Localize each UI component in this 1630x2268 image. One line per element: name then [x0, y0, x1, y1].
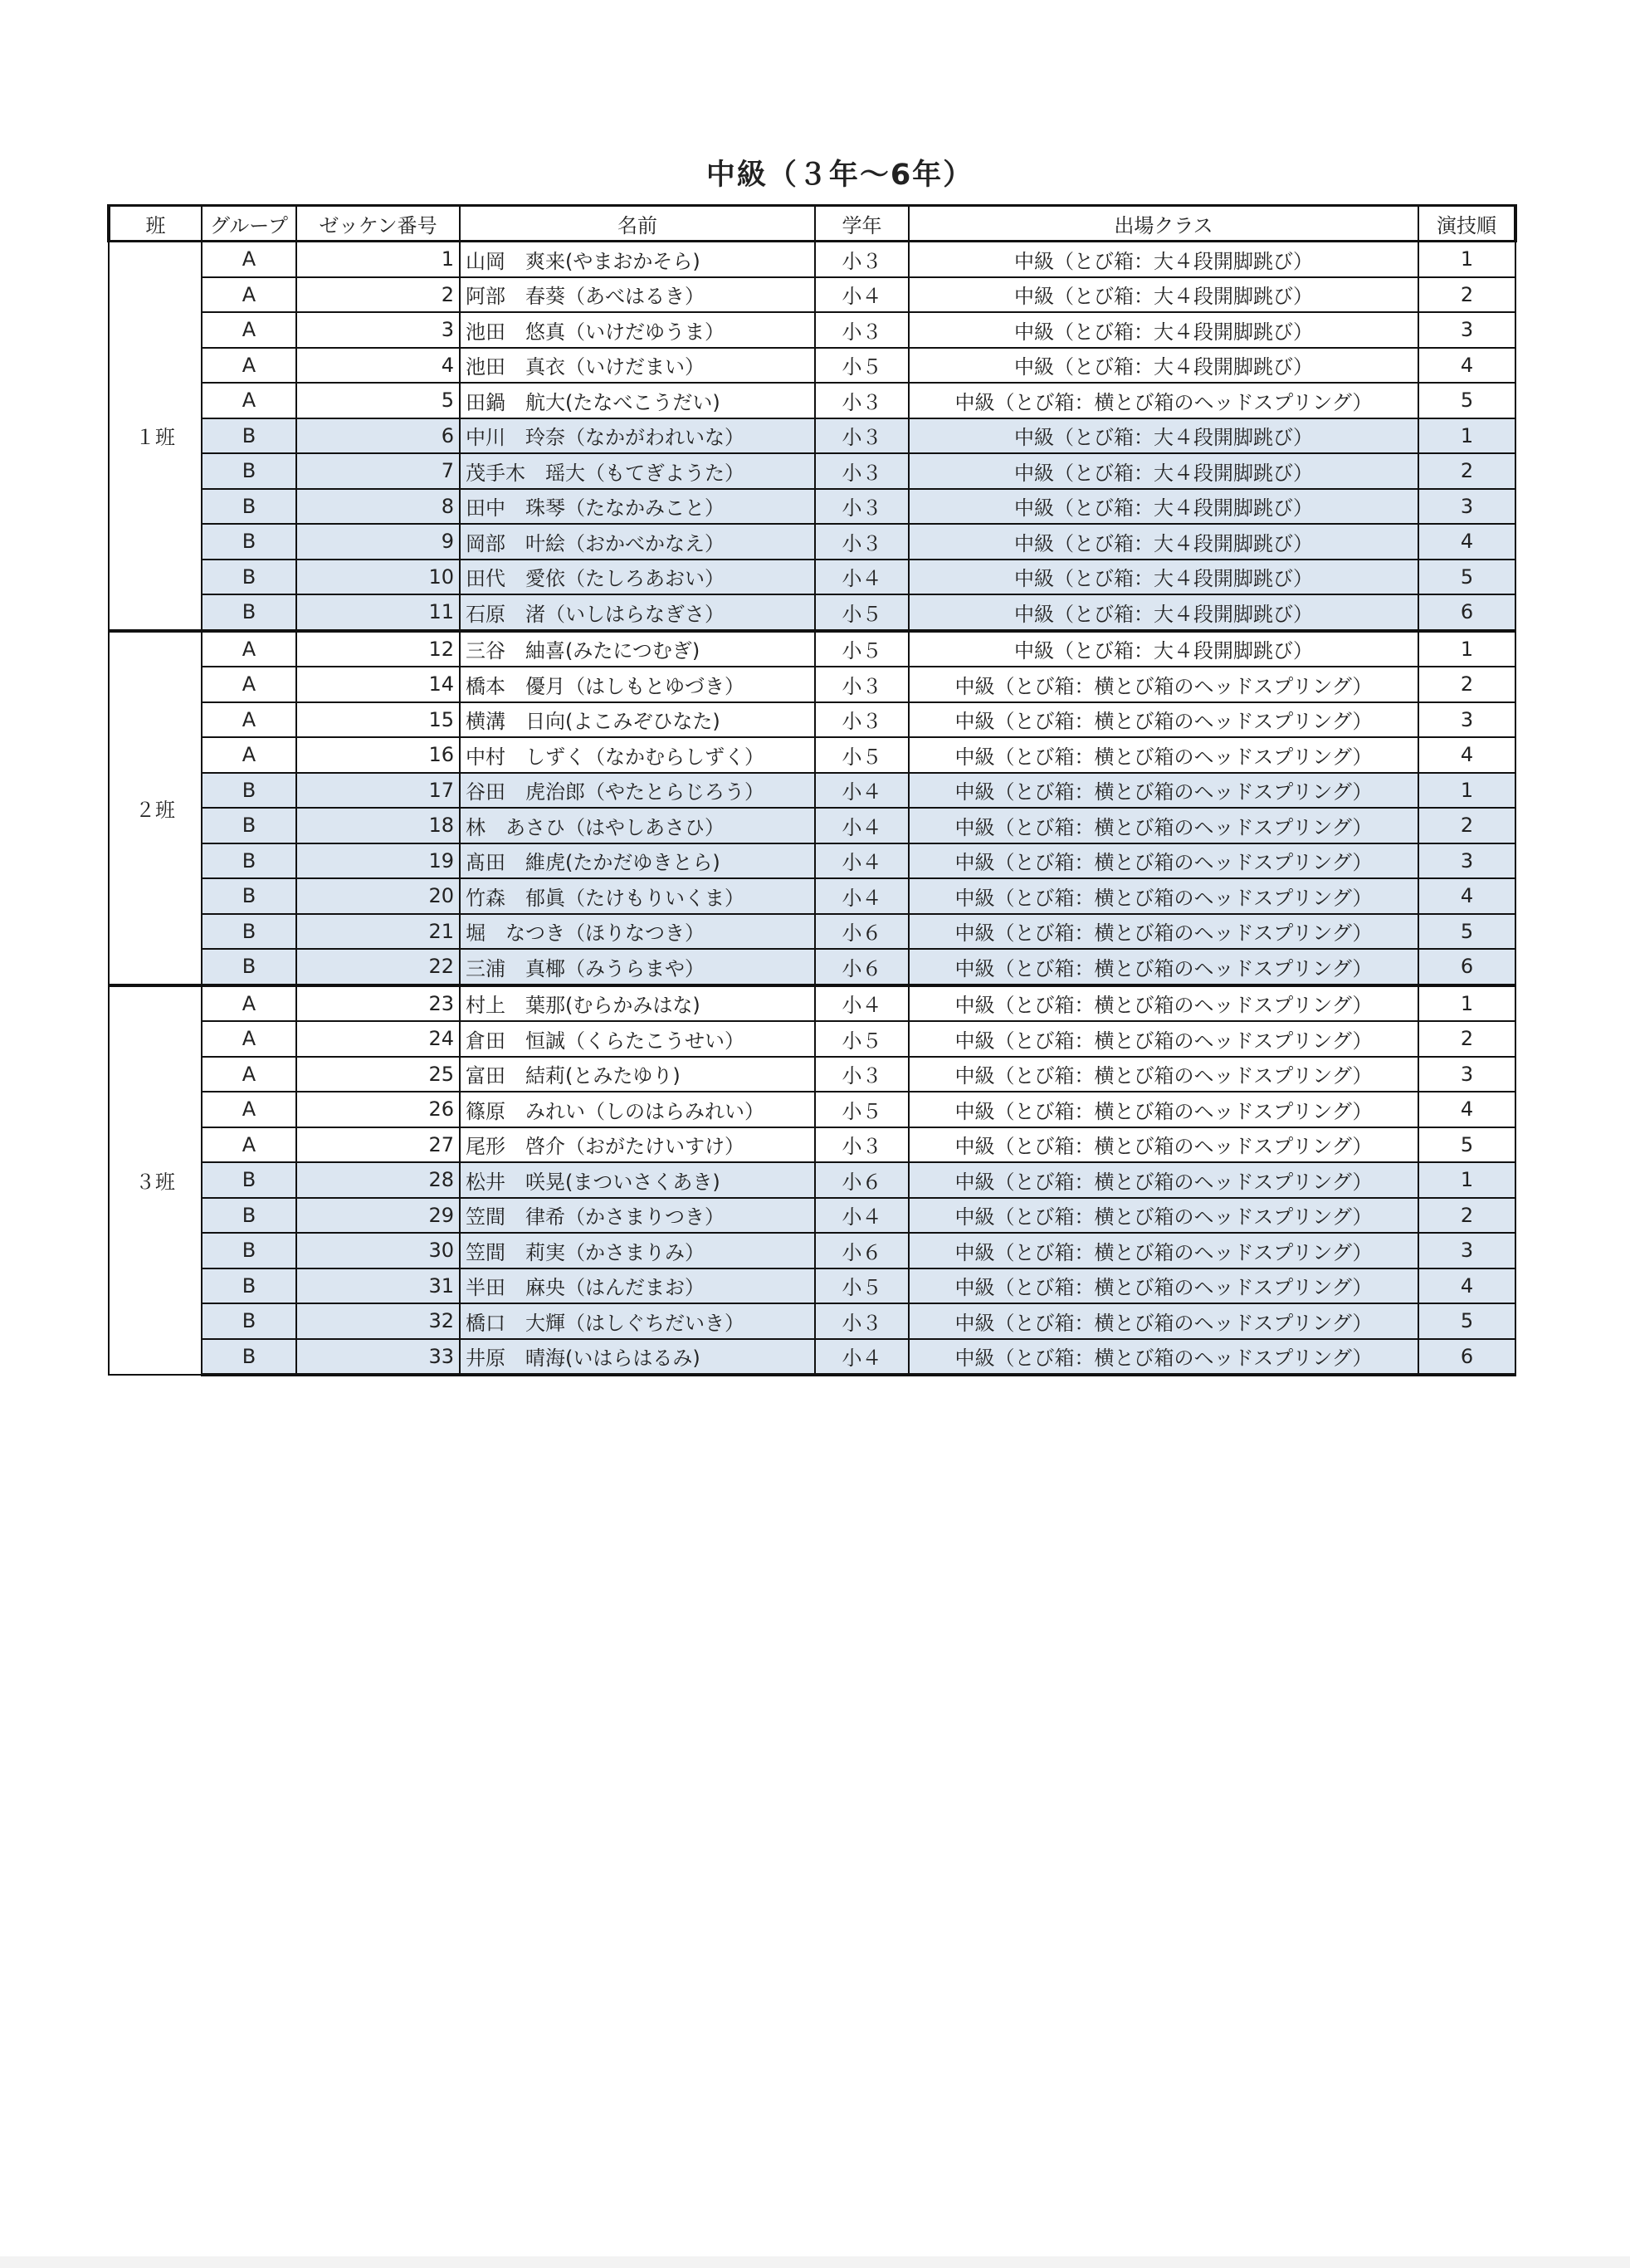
group-cell: A	[202, 383, 296, 418]
class-cell: 中級（とび箱：横とび箱のヘッドスプリング）	[909, 914, 1418, 950]
group-cell: A	[202, 348, 296, 384]
group-cell: B	[202, 1233, 296, 1268]
table-row	[109, 949, 1515, 985]
group-cell: B	[202, 773, 296, 809]
group-cell: A	[202, 1127, 296, 1163]
group-cell: B	[202, 878, 296, 914]
grade-cell: 小４	[815, 808, 909, 843]
name-cell: 笠間 莉実（かさまりみ）	[460, 1233, 815, 1268]
bib-number-cell: 25	[296, 1057, 460, 1092]
class-cell: 中級（とび箱：大４段開脚跳び）	[909, 594, 1418, 631]
order-cell: 2	[1418, 1198, 1515, 1234]
name-cell: 田鍋 航大(たなべこうだい)	[460, 383, 815, 418]
group-cell: B	[202, 453, 296, 489]
group-cell: B	[202, 560, 296, 595]
page-bottom-strip	[0, 2256, 1630, 2268]
grade-cell: 小５	[815, 631, 909, 667]
bib-number-cell: 17	[296, 773, 460, 809]
order-cell: 4	[1418, 1268, 1515, 1304]
order-cell: 2	[1418, 667, 1515, 702]
bib-number-cell: 1	[296, 242, 460, 277]
name-cell: 三浦 真椰（みうらまや）	[460, 949, 815, 985]
bib-number-cell: 15	[296, 702, 460, 738]
class-cell: 中級（とび箱：横とび箱のヘッドスプリング）	[909, 1198, 1418, 1234]
grade-cell: 小６	[815, 914, 909, 950]
name-cell: 岡部 叶絵（おかべかなえ）	[460, 524, 815, 560]
name-cell: 中川 玲奈（なかがわれいな）	[460, 418, 815, 454]
class-cell: 中級（とび箱：大４段開脚跳び）	[909, 524, 1418, 560]
order-cell: 4	[1418, 524, 1515, 560]
grade-cell: 小４	[815, 773, 909, 809]
name-cell: 笠間 律希（かさまりつき）	[460, 1198, 815, 1234]
table-row	[109, 1127, 1515, 1163]
bib-number-cell: 7	[296, 453, 460, 489]
table-row	[109, 453, 1515, 489]
table-row	[109, 914, 1515, 950]
name-cell: 山岡 爽来(やまおかそら)	[460, 242, 815, 277]
order-cell: 2	[1418, 1021, 1515, 1057]
order-cell: 1	[1418, 418, 1515, 454]
grade-cell: 小５	[815, 737, 909, 773]
name-cell: 池田 真衣（いけだまい）	[460, 348, 815, 384]
order-cell: 4	[1418, 348, 1515, 384]
group-cell: B	[202, 1303, 296, 1339]
grade-cell: 小４	[815, 843, 909, 879]
order-cell: 5	[1418, 914, 1515, 950]
order-cell: 1	[1418, 242, 1515, 277]
table-row	[109, 312, 1515, 348]
class-cell: 中級（とび箱：大４段開脚跳び）	[909, 453, 1418, 489]
bib-number-cell: 20	[296, 878, 460, 914]
order-cell: 3	[1418, 312, 1515, 348]
name-cell: 髙田 維虎(たかだゆきとら)	[460, 843, 815, 879]
order-cell: 4	[1418, 737, 1515, 773]
bib-number-cell: 3	[296, 312, 460, 348]
bib-number-cell: 6	[296, 418, 460, 454]
class-cell: 中級（とび箱：横とび箱のヘッドスプリング）	[909, 1162, 1418, 1198]
grade-cell: 小４	[815, 985, 909, 1022]
bib-number-cell: 18	[296, 808, 460, 843]
bib-number-cell: 21	[296, 914, 460, 950]
class-cell: 中級（とび箱：横とび箱のヘッドスプリング）	[909, 383, 1418, 418]
table-row	[109, 277, 1515, 313]
class-cell: 中級（とび箱：横とび箱のヘッドスプリング）	[909, 737, 1418, 773]
grade-cell: 小６	[815, 949, 909, 985]
class-cell: 中級（とび箱：横とび箱のヘッドスプリング）	[909, 1339, 1418, 1376]
grade-cell: 小３	[815, 1127, 909, 1163]
class-cell: 中級（とび箱：横とび箱のヘッドスプリング）	[909, 1233, 1418, 1268]
bib-number-cell: 33	[296, 1339, 460, 1376]
group-cell: B	[202, 1339, 296, 1376]
grade-cell: 小５	[815, 594, 909, 631]
order-cell: 2	[1418, 277, 1515, 313]
table-row	[109, 702, 1515, 738]
bib-number-cell: 32	[296, 1303, 460, 1339]
group-cell: A	[202, 737, 296, 773]
order-cell: 5	[1418, 560, 1515, 595]
group-cell: B	[202, 524, 296, 560]
table-row	[109, 737, 1515, 773]
header-han: 班	[109, 206, 202, 242]
header-class: 出場クラス	[909, 206, 1418, 242]
group-cell: A	[202, 277, 296, 313]
order-cell: 1	[1418, 773, 1515, 809]
name-cell: 阿部 春葵（あべはるき）	[460, 277, 815, 313]
group-cell: B	[202, 949, 296, 985]
bib-number-cell: 26	[296, 1092, 460, 1127]
bib-number-cell: 28	[296, 1162, 460, 1198]
bib-number-cell: 30	[296, 1233, 460, 1268]
class-cell: 中級（とび箱：大４段開脚跳び）	[909, 631, 1418, 667]
name-cell: 富田 結莉(とみたゆり)	[460, 1057, 815, 1092]
han-cell: ２班	[109, 631, 202, 985]
table-row	[109, 348, 1515, 384]
class-cell: 中級（とび箱：横とび箱のヘッドスプリング）	[909, 773, 1418, 809]
group-cell: B	[202, 914, 296, 950]
bib-number-cell: 24	[296, 1021, 460, 1057]
grade-cell: 小３	[815, 667, 909, 702]
table-row	[109, 631, 1515, 667]
grade-cell: 小３	[815, 242, 909, 277]
bib-number-cell: 31	[296, 1268, 460, 1304]
grade-cell: 小３	[815, 1057, 909, 1092]
name-cell: 松井 咲晃(まついさくあき)	[460, 1162, 815, 1198]
table-row	[109, 418, 1515, 454]
name-cell: 竹森 郁眞（たけもりいくま）	[460, 878, 815, 914]
bib-number-cell: 22	[296, 949, 460, 985]
group-cell: A	[202, 312, 296, 348]
order-cell: 2	[1418, 453, 1515, 489]
bib-number-cell: 29	[296, 1198, 460, 1234]
table-row	[109, 1268, 1515, 1304]
grade-cell: 小３	[815, 1303, 909, 1339]
name-cell: 中村 しずく（なかむらしずく）	[460, 737, 815, 773]
order-cell: 4	[1418, 878, 1515, 914]
name-cell: 篠原 みれい（しのはらみれい）	[460, 1092, 815, 1127]
order-cell: 2	[1418, 808, 1515, 843]
bib-number-cell: 5	[296, 383, 460, 418]
class-cell: 中級（とび箱：横とび箱のヘッドスプリング）	[909, 843, 1418, 879]
name-cell: 田代 愛依（たしろあおい）	[460, 560, 815, 595]
order-cell: 5	[1418, 1127, 1515, 1163]
name-cell: 堀 なつき（ほりなつき）	[460, 914, 815, 950]
grade-cell: 小５	[815, 1092, 909, 1127]
table-row	[109, 383, 1515, 418]
header-group: グループ	[202, 206, 296, 242]
grade-cell: 小３	[815, 383, 909, 418]
page-title: 中級（３年～6年）	[705, 159, 974, 192]
name-cell: 茂手木 瑶大（もてぎようた）	[460, 453, 815, 489]
roster-body	[109, 242, 1515, 1376]
bib-number-cell: 2	[296, 277, 460, 313]
table-row	[109, 985, 1515, 1022]
bib-number-cell: 14	[296, 667, 460, 702]
name-cell: 三谷 紬喜(みたにつむぎ)	[460, 631, 815, 667]
group-cell: A	[202, 1092, 296, 1127]
class-cell: 中級（とび箱：大４段開脚跳び）	[909, 312, 1418, 348]
grade-cell: 小４	[815, 1339, 909, 1376]
grade-cell: 小３	[815, 418, 909, 454]
grade-cell: 小３	[815, 524, 909, 560]
table-row	[109, 1162, 1515, 1198]
class-cell: 中級（とび箱：横とび箱のヘッドスプリング）	[909, 1127, 1418, 1163]
order-cell: 3	[1418, 1057, 1515, 1092]
grade-cell: 小３	[815, 453, 909, 489]
grade-cell: 小３	[815, 489, 909, 525]
table-row	[109, 878, 1515, 914]
name-cell: 井原 晴海(いはらはるみ)	[460, 1339, 815, 1376]
group-cell: A	[202, 242, 296, 277]
han-cell: ３班	[109, 985, 202, 1376]
name-cell: 橋口 大輝（はしぐちだいき）	[460, 1303, 815, 1339]
grade-cell: 小６	[815, 1233, 909, 1268]
bib-number-cell: 27	[296, 1127, 460, 1163]
name-cell: 石原 渚（いしはらなぎさ）	[460, 594, 815, 631]
bib-number-cell: 12	[296, 631, 460, 667]
group-cell: B	[202, 418, 296, 454]
group-cell: A	[202, 985, 296, 1022]
table-row	[109, 773, 1515, 809]
grade-cell: 小３	[815, 312, 909, 348]
grade-cell: 小５	[815, 348, 909, 384]
group-cell: A	[202, 1021, 296, 1057]
header-grade: 学年	[815, 206, 909, 242]
bib-number-cell: 9	[296, 524, 460, 560]
group-cell: B	[202, 1198, 296, 1234]
table-row	[109, 1233, 1515, 1268]
grade-cell: 小４	[815, 878, 909, 914]
order-cell: 1	[1418, 1162, 1515, 1198]
group-cell: B	[202, 843, 296, 879]
name-cell: 半田 麻央（はんだまお）	[460, 1268, 815, 1304]
bib-number-cell: 23	[296, 985, 460, 1022]
group-cell: B	[202, 489, 296, 525]
table-row	[109, 1021, 1515, 1057]
table-row	[109, 1092, 1515, 1127]
order-cell: 3	[1418, 1233, 1515, 1268]
table-row	[109, 524, 1515, 560]
group-cell: B	[202, 1268, 296, 1304]
grade-cell: 小４	[815, 560, 909, 595]
class-cell: 中級（とび箱：横とび箱のヘッドスプリング）	[909, 1268, 1418, 1304]
table-row	[109, 594, 1515, 631]
group-cell: B	[202, 1162, 296, 1198]
table-row	[109, 1198, 1515, 1234]
table-row	[109, 808, 1515, 843]
order-cell: 1	[1418, 985, 1515, 1022]
grade-cell: 小４	[815, 277, 909, 313]
name-cell: 橋本 優月（はしもとゆづき）	[460, 667, 815, 702]
name-cell: 谷田 虎治郎（やたとらじろう）	[460, 773, 815, 809]
class-cell: 中級（とび箱：横とび箱のヘッドスプリング）	[909, 1057, 1418, 1092]
name-cell: 倉田 恒誠（くらたこうせい）	[460, 1021, 815, 1057]
class-cell: 中級（とび箱：大４段開脚跳び）	[909, 348, 1418, 384]
class-cell: 中級（とび箱：横とび箱のヘッドスプリング）	[909, 667, 1418, 702]
grade-cell: 小３	[815, 702, 909, 738]
header-bib-number: ゼッケン番号	[296, 206, 460, 242]
grade-cell: 小５	[815, 1268, 909, 1304]
group-cell: B	[202, 808, 296, 843]
order-cell: 6	[1418, 594, 1515, 631]
class-cell: 中級（とび箱：大４段開脚跳び）	[909, 242, 1418, 277]
bib-number-cell: 8	[296, 489, 460, 525]
group-cell: B	[202, 594, 296, 631]
order-cell: 5	[1418, 383, 1515, 418]
name-cell: 横溝 日向(よこみぞひなた)	[460, 702, 815, 738]
class-cell: 中級（とび箱：横とび箱のヘッドスプリング）	[909, 808, 1418, 843]
order-cell: 3	[1418, 843, 1515, 879]
class-cell: 中級（とび箱：横とび箱のヘッドスプリング）	[909, 702, 1418, 738]
table-row	[109, 843, 1515, 879]
table-row	[109, 1339, 1515, 1376]
han-cell: １班	[109, 242, 202, 631]
name-cell: 田中 珠琴（たなかみこと）	[460, 489, 815, 525]
order-cell: 1	[1418, 631, 1515, 667]
order-cell: 3	[1418, 489, 1515, 525]
table-row	[109, 667, 1515, 702]
class-cell: 中級（とび箱：大４段開脚跳び）	[909, 277, 1418, 313]
name-cell: 村上 葉那(むらかみはな)	[460, 985, 815, 1022]
header-order: 演技順	[1418, 206, 1515, 242]
class-cell: 中級（とび箱：大４段開脚跳び）	[909, 489, 1418, 525]
roster-table	[107, 204, 1517, 1376]
bib-number-cell: 19	[296, 843, 460, 879]
class-cell: 中級（とび箱：横とび箱のヘッドスプリング）	[909, 878, 1418, 914]
order-cell: 3	[1418, 702, 1515, 738]
class-cell: 中級（とび箱：大４段開脚跳び）	[909, 560, 1418, 595]
group-cell: A	[202, 702, 296, 738]
class-cell: 中級（とび箱：横とび箱のヘッドスプリング）	[909, 1021, 1418, 1057]
order-cell: 6	[1418, 1339, 1515, 1376]
grade-cell: 小４	[815, 1198, 909, 1234]
class-cell: 中級（とび箱：横とび箱のヘッドスプリング）	[909, 1092, 1418, 1127]
table-row	[109, 1303, 1515, 1339]
bib-number-cell: 16	[296, 737, 460, 773]
header-name: 名前	[460, 206, 815, 242]
bib-number-cell: 4	[296, 348, 460, 384]
class-cell: 中級（とび箱：横とび箱のヘッドスプリング）	[909, 985, 1418, 1022]
class-cell: 中級（とび箱：大４段開脚跳び）	[909, 418, 1418, 454]
group-cell: A	[202, 1057, 296, 1092]
name-cell: 池田 悠真（いけだゆうま）	[460, 312, 815, 348]
table-row	[109, 489, 1515, 525]
grade-cell: 小５	[815, 1021, 909, 1057]
bib-number-cell: 10	[296, 560, 460, 595]
group-cell: A	[202, 631, 296, 667]
bib-number-cell: 11	[296, 594, 460, 631]
class-cell: 中級（とび箱：横とび箱のヘッドスプリング）	[909, 949, 1418, 985]
group-cell: A	[202, 667, 296, 702]
table-row	[109, 242, 1515, 277]
name-cell: 林 あさひ（はやしあさひ）	[460, 808, 815, 843]
grade-cell: 小６	[815, 1162, 909, 1198]
table-row	[109, 560, 1515, 595]
order-cell: 5	[1418, 1303, 1515, 1339]
header-row	[109, 206, 1515, 242]
name-cell: 尾形 啓介（おがたけいすけ）	[460, 1127, 815, 1163]
order-cell: 6	[1418, 949, 1515, 985]
class-cell: 中級（とび箱：横とび箱のヘッドスプリング）	[909, 1303, 1418, 1339]
order-cell: 4	[1418, 1092, 1515, 1127]
table-row	[109, 1057, 1515, 1092]
